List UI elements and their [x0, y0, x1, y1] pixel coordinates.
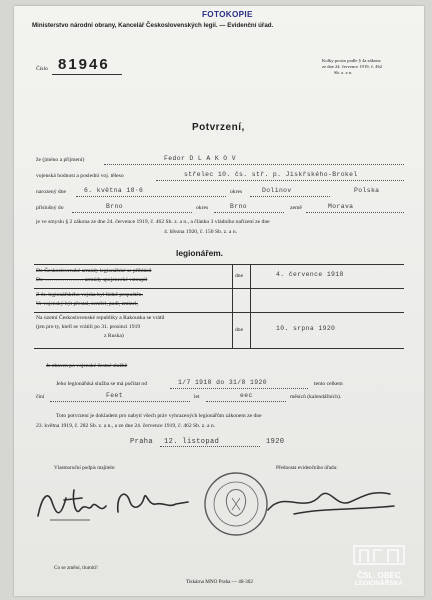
number-label: Číslo: [36, 66, 48, 72]
land-value: Morava: [328, 203, 354, 210]
service2-mid: let: [194, 394, 200, 400]
table-row2-line1: Z čs. legionářského vojska byl řádně propuštěn.: [36, 292, 143, 298]
document-number: 81946: [58, 56, 110, 73]
status-title: legionářem.: [176, 248, 224, 258]
service-label: Jeho legionářská služba se má počítat od: [56, 381, 148, 387]
name-value: Fedor D L A K O V: [164, 155, 236, 162]
place: Praha: [130, 438, 154, 446]
born-district-value: Dolinov: [262, 187, 292, 194]
table-row3-line2: (jen pro ty, kteří se vrátili po 31. prosinci 1919: [36, 324, 141, 330]
handwritten-signature-right: [264, 480, 404, 520]
fee-note-3: Sb. z. a n.: [334, 70, 353, 75]
born-country-value: Polska: [354, 187, 380, 194]
watermark-logo-icon: [352, 544, 406, 566]
document-title: Potvrzení,: [192, 122, 245, 133]
service2-value: Feet: [106, 392, 123, 399]
domicile-value: Brno: [106, 203, 123, 210]
watermark-line-2: LEGIONÁŘSKÁ: [354, 580, 404, 587]
name-label: že (jméno a příjmení): [36, 157, 85, 163]
service2-value2: eec: [240, 392, 253, 399]
table-row1-day-label: dne: [235, 273, 244, 279]
born-district-label: okres: [230, 189, 243, 195]
official-seal: [200, 468, 272, 540]
left-signature-caption: Vlastnoruční podpis majitele:: [54, 465, 116, 471]
born-value: 6. května 18·6: [84, 187, 144, 194]
struck-line: Je zbaven po vojenské čestné službě: [46, 363, 128, 369]
table-row3-date: 10. srpna 1920: [276, 325, 336, 332]
service-value: 1/7 1918 do 31/8 1920: [178, 379, 267, 386]
table-row3-line3: z Ruska): [104, 333, 124, 339]
table-row1-date: 4. července 1918: [276, 271, 344, 278]
bottom-left-note: Co se změní, tlumiti!: [54, 565, 98, 571]
printer-note: Tiskárna MNO Praha — 48-302: [186, 579, 253, 585]
fee-note-2: ze dne 24. července 1919, č. 462: [322, 64, 383, 69]
note-line-2: 23. května 1919, č. 282 Sb. z. a n., a ze dne 24. července 1919, č. 462 Sb. z. a n.: [36, 423, 216, 429]
table-row1-line1: Do Československé armády legionářské se přihlásil: [36, 268, 152, 274]
note-line-1: Toto potvrzení je dokladem pro nabytí všech práv vyhrazených legionářům zákonem ze dne: [56, 413, 262, 419]
ministry-header: Ministerstvo národní obrany, Kancelář Československých legií. — Evidenční úřad.: [32, 22, 274, 29]
watermark-line-1: ČSL. OBEC: [357, 571, 401, 580]
born-label: narozený dne: [36, 189, 66, 195]
service-tail: tento celkem: [314, 381, 343, 387]
document-paper: [14, 6, 424, 596]
table-row1-line2: Do ………………… armády spojenecké vstoupil: [36, 277, 148, 283]
domicile-district-label: okres: [196, 205, 209, 211]
rank-label: vojenská hodnost a poslední voj. těleso: [36, 173, 124, 179]
law-text-line-2: 4. března 1920, č. 150 Sb. z. a n.: [164, 229, 238, 235]
law-text-line-1: je ve smyslu § 2 zákona ze dne 24. července 1919, č. 462 Sb. z. a n., a článku 3 vládního nařízení ze dne: [36, 219, 270, 225]
table-row3-line1: Na území Československé republiky a Rakouska se vrátil: [36, 315, 165, 321]
fotokopie-stamp: FOTOKOPIE: [202, 10, 253, 19]
land-label: země: [290, 205, 302, 211]
domicile-label: příslušný do: [36, 205, 64, 211]
date: 12. listopad: [164, 438, 220, 446]
rank-value: střelec 10. čs. stř. p. Jiskřského-Brokel: [184, 171, 358, 178]
handwritten-signature-left: [30, 476, 200, 526]
domicile-district-value: Brno: [230, 203, 247, 210]
watermark: [344, 544, 414, 588]
table-row3-day-label: dne: [235, 327, 244, 333]
year: 1920: [266, 438, 285, 446]
service2-label: činí: [36, 394, 45, 400]
number-underline: [52, 74, 122, 75]
service2-tail: měsíců (kalendářních).: [290, 394, 342, 400]
table-row2-line2: Ve vojenský být přestal, zemřel, padl, zmizel,: [36, 301, 138, 307]
right-signature-caption: Přednosta evidenčního úřadu:: [276, 465, 338, 471]
fee-note-1: Kolky prosto podle § 4a zákona: [322, 58, 381, 63]
